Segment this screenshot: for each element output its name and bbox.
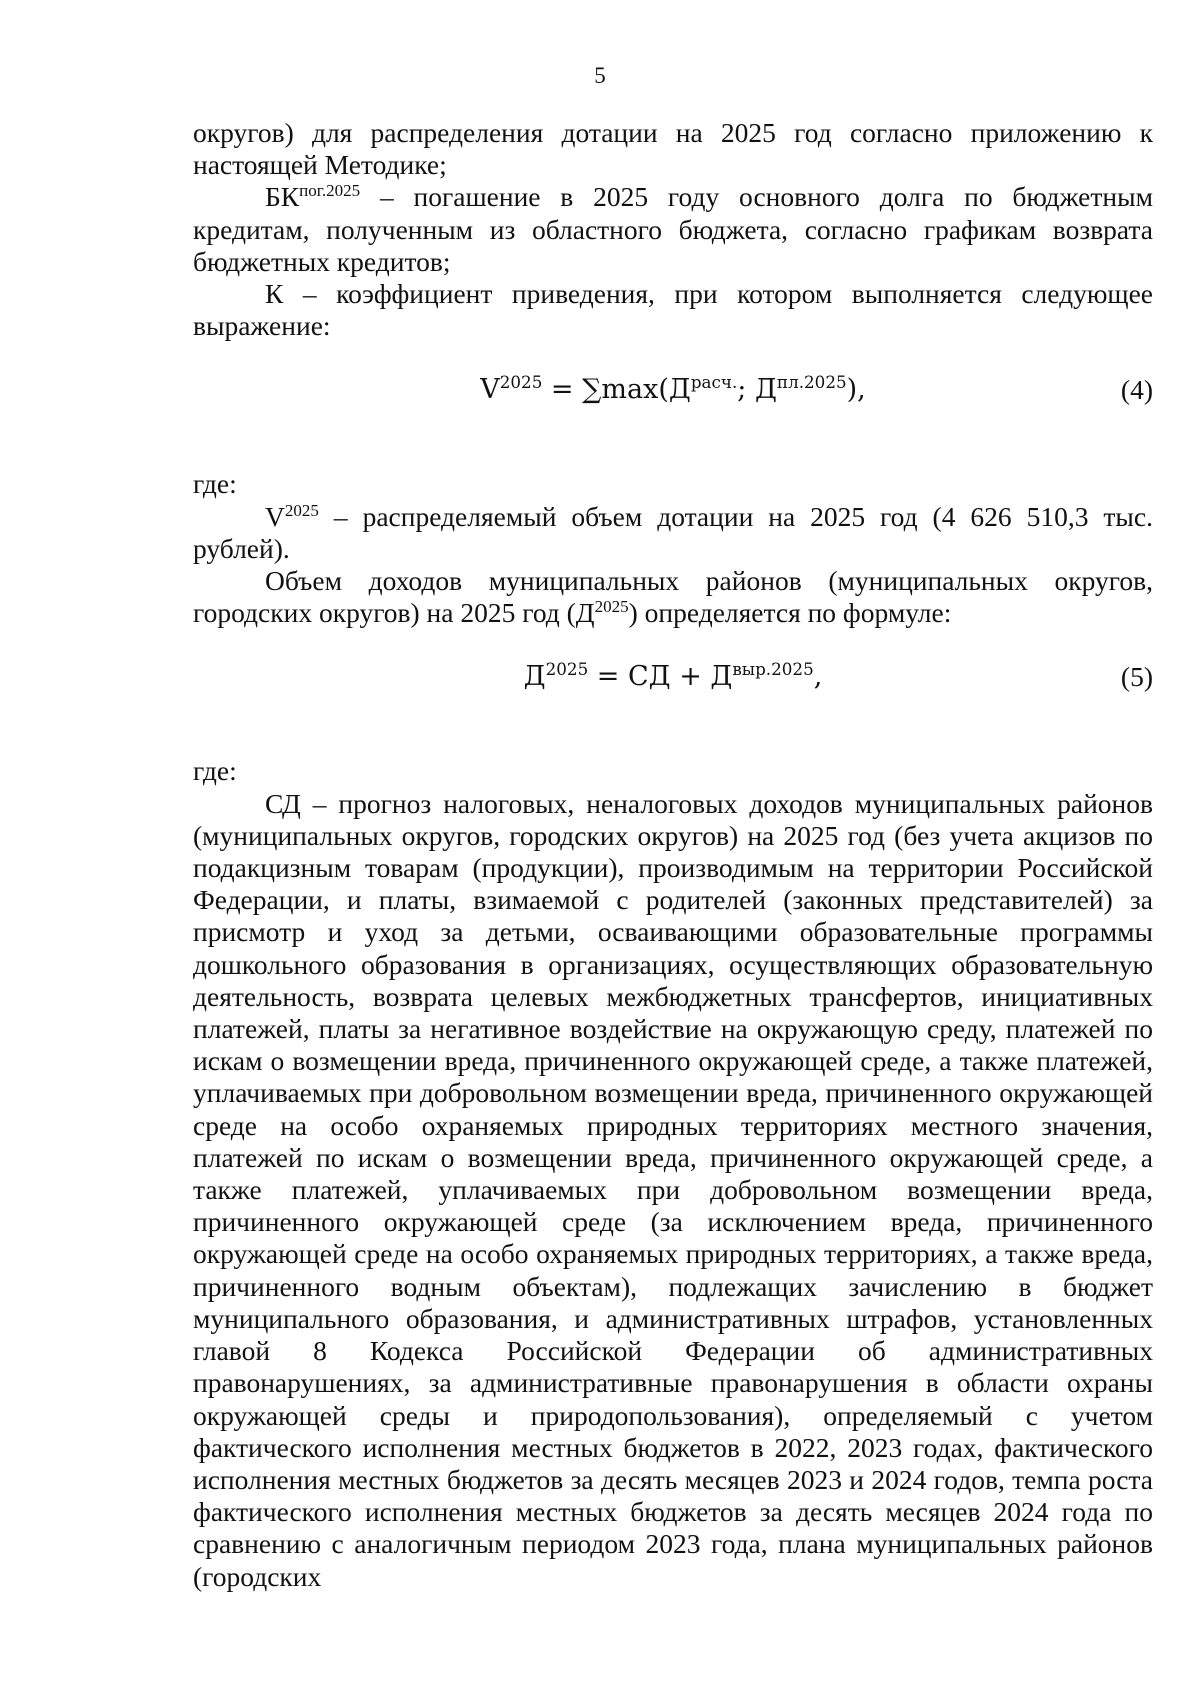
definition-bk-text: – погашение в 2025 году основного долга по бюджетным кредитам, полученным из областного бюджета, согласно графикам возврата бюджетных кредитов; xyxy=(193,181,1153,277)
formula-4-sum: = ∑max(Д xyxy=(542,374,691,406)
formula-4-d1-sup: расч. xyxy=(690,372,738,393)
paragraph-continuation: округов) для распределения дотации на 2025 год согласно приложению к настоящей Методике; xyxy=(193,117,1153,181)
symbol-bk: БК xyxy=(265,181,300,213)
formula-5-d: Д xyxy=(523,661,546,693)
where-label-2: где: xyxy=(193,755,237,787)
formula-5-end: , xyxy=(813,661,823,693)
paragraph-income-sup: 2025 xyxy=(594,597,629,617)
page-number: 5 xyxy=(594,63,606,88)
formula-5-mid: = СД + Д xyxy=(588,661,733,693)
formula-5-expression xyxy=(193,661,1153,693)
formula-5-d-sup: 2025 xyxy=(545,659,589,680)
definition-k: К – коэффициент приведения, при котором выполняется следующее выражение: xyxy=(193,278,1153,342)
paragraph-income xyxy=(193,565,1153,629)
formula-4-d2-sup: пл.2025 xyxy=(776,372,847,393)
symbol-v: V xyxy=(265,500,285,532)
definition-bk xyxy=(193,181,1153,278)
definition-sd: СД – прогноз налоговых, неналоговых доходов муниципальных районов (муниципальных округов, городских округов) на 2025 год (без учета акцизов по подакцизным товарам (продукции), производимым на территории Российской Федерации, и платы, взимаемой с родителей (законных представителей) за присмотр и уход за детьми, осваивающими образовательные программы дошкольного образования в организациях, осуществляющих образовательную деятельность, возврата целевых межбюджетных трансфертов, инициативных платежей, платы за негативное воздействие на окружающую среду, платежей по искам о возмещении вреда, причиненного окружающей среде, а также платежей, уплачиваемых при добровольном возмещении вреда, причиненного окружающей среде на особо охраняемых природных территориях местного значения, платежей по искам о возмещении вреда, причиненного окружающей среде, а также платежей, уплачиваемых при добровольном возмещении вреда, причиненного окружающей среде (за исключением вреда, причиненного окружающей среде на особо охраняемых природных территориях, а также вреда, причиненного водным объектам), подлежащих зачислению в бюджет муниципального образования, и административных штрафов, установленных главой 8 Кодекса Российской Федерации об административных правонарушениях, за административные правонарушения в области охраны окружающей среды и природопользования), определяемый с учетом фактического исполнения местных бюджетов в 2022, 2023 годах, фактического исполнения местных бюджетов за десять месяцев 2023 и 2024 годов, темпа роста фактического исполнения местных бюджетов за десять месяцев 2024 года по сравнению с аналогичным периодом 2023 года, плана муниципальных районов (городских xyxy=(193,787,1153,1592)
formula-5-number: (5) xyxy=(1120,661,1153,693)
symbol-v-superscript: 2025 xyxy=(284,500,319,520)
definition-v-text: – распределяемый объем дотации на 2025 год (4 626 510,3 тыс. рублей). xyxy=(193,500,1153,564)
formula-4-v: V xyxy=(480,374,500,406)
formula-5 xyxy=(193,655,1153,709)
formula-4-v-sup: 2025 xyxy=(499,372,543,393)
formula-4-sep: ; Д xyxy=(737,374,777,406)
where-label-1: где: xyxy=(193,468,237,500)
document-body xyxy=(193,117,1153,1593)
symbol-bk-superscript: пог.2025 xyxy=(299,181,361,201)
formula-5-d2-sup: выр.2025 xyxy=(732,659,814,680)
formula-4-expression xyxy=(193,374,1153,406)
paragraph-income-after: ) определяется по формуле: xyxy=(628,597,952,629)
formula-4 xyxy=(193,368,1153,422)
definition-v xyxy=(193,501,1153,565)
formula-4-end: ), xyxy=(846,374,866,406)
paragraph-income-before: Объем доходов муниципальных районов (муниципальных округов, городских округов) на 2025 год (Д xyxy=(193,565,1153,629)
formula-4-number: (4) xyxy=(1120,374,1153,406)
